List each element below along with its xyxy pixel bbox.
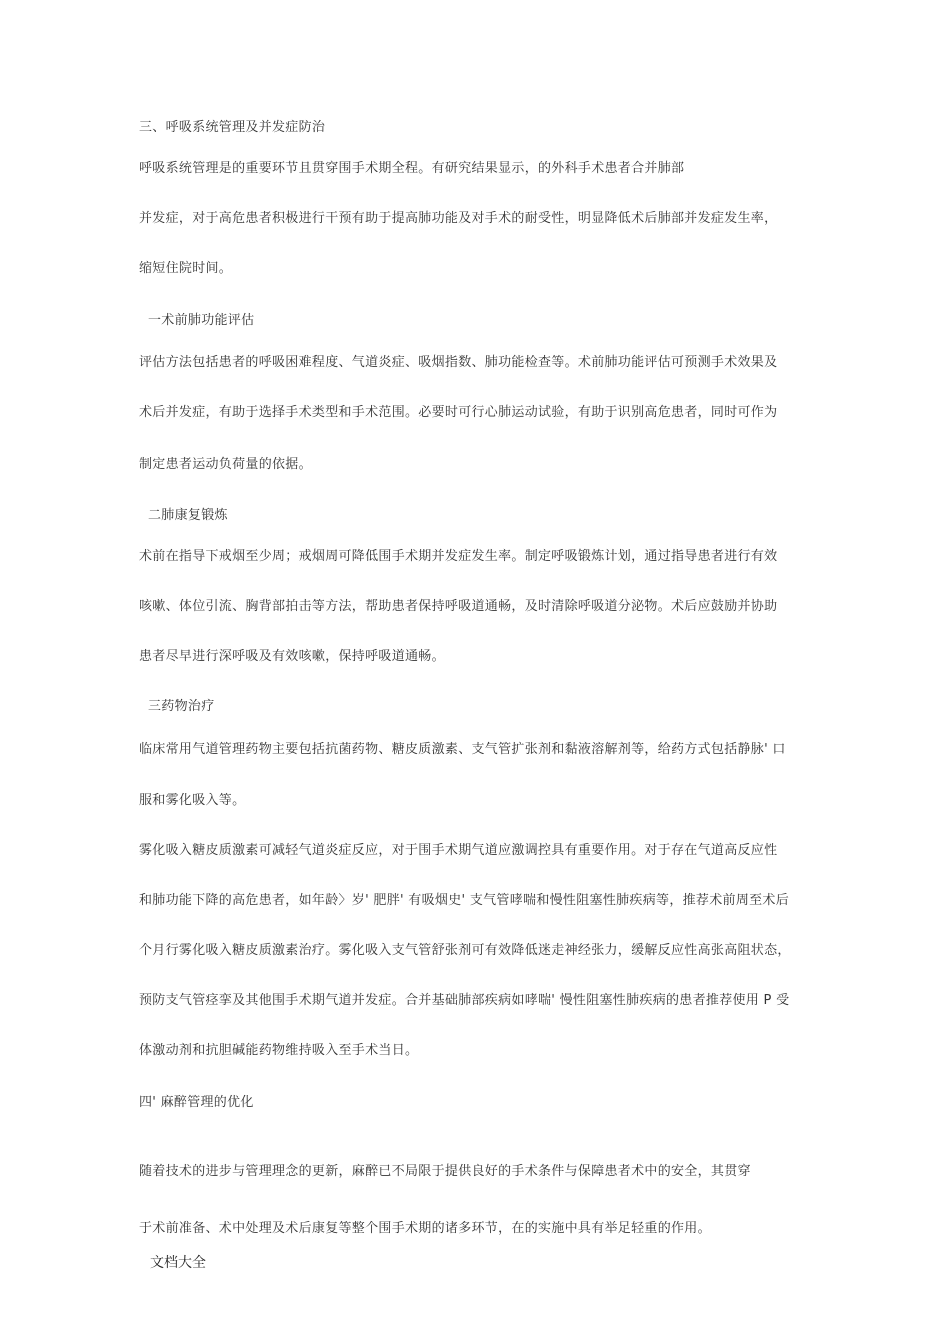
section-heading: 三、呼吸系统管理及并发症防治 [139,120,326,135]
paragraph-line: 雾化吸入糖皮质激素可减轻气道炎症反应，对于围手术期气道应激调控具有重要作用。对于存在气道高反应性 [139,843,778,858]
paragraph-line: 个月行雾化吸入糖皮质激素治疗。雾化吸入支气管舒张剂可有效降低迷走神经张力，缓解反应性高张高阻状态， [139,943,791,958]
paragraph-line: 和肺功能下降的高危患者，如年龄〉岁' 肥胖' 有吸烟史' 支气管哮喘和慢性阻塞性肺疾病等，推荐术前周至术后 [139,893,790,908]
paragraph-line: 服和雾化吸入等。 [139,793,246,808]
paragraph-line: 术前在指导下戒烟至少周；戒烟周可降低围手术期并发症发生率。制定呼吸锻炼计划，通过指导患者进行有效 [139,549,778,564]
paragraph-line: 于术前准备、术中处理及术后康复等整个围手术期的诸多环节，在的实施中具有举足轻重的作用。 [139,1221,711,1236]
paragraph-line: 术后并发症，有助于选择手术类型和手术范围。必要时可行心肺运动试验，有助于识别高危患者，同时可作为 [139,405,778,420]
paragraph-line: 制定患者运动负荷量的依据。 [139,457,312,472]
paragraph-line: 患者尽早进行深呼吸及有效咳嗽，保持呼吸道通畅。 [139,649,445,664]
subsection-heading: 一术前肺功能评估 [148,313,255,328]
paragraph-line: 呼吸系统管理是的重要环节且贯穿围手术期全程。有研究结果显示，的外科手术患者合并肺部 [139,161,685,176]
paragraph-line: 临床常用气道管理药物主要包括抗菌药物、糖皮质激素、支气管扩张剂和黏液溶解剂等，给药方式包括静脉' 口 [139,742,786,757]
paragraph-line: 缩短住院时间。 [139,261,233,276]
paragraph-line: 体激动剂和抗胆碱能药物维持吸入至手术当日。 [139,1043,419,1058]
footer-label: 文档大全 [150,1255,206,1271]
subsection-heading: 三药物治疗 [148,699,215,714]
subsection-heading: 二肺康复锻炼 [148,508,228,523]
paragraph-line: 并发症，对于高危患者积极进行干预有助于提高肺功能及对手术的耐受性，明显降低术后肺部并发症发生率， [139,211,778,226]
paragraph-line: 随着技术的进步与管理理念的更新，麻醉已不局限于提供良好的手术条件与保障患者术中的安全，其贯穿 [139,1164,751,1179]
section-heading: 四' 麻醉管理的优化 [139,1095,254,1110]
paragraph-line: 咳嗽、体位引流、胸背部拍击等方法，帮助患者保持呼吸道通畅，及时清除呼吸道分泌物。术后应鼓励并协助 [139,599,778,614]
paragraph-line: 预防支气管痉挛及其他围手术期气道并发症。合并基础肺部疾病如哮喘' 慢性阻塞性肺疾病的患者推荐使用 P 受 [139,993,790,1008]
paragraph-line: 评估方法包括患者的呼吸困难程度、气道炎症、吸烟指数、肺功能检查等。术前肺功能评估可预测手术效果及 [139,355,778,370]
